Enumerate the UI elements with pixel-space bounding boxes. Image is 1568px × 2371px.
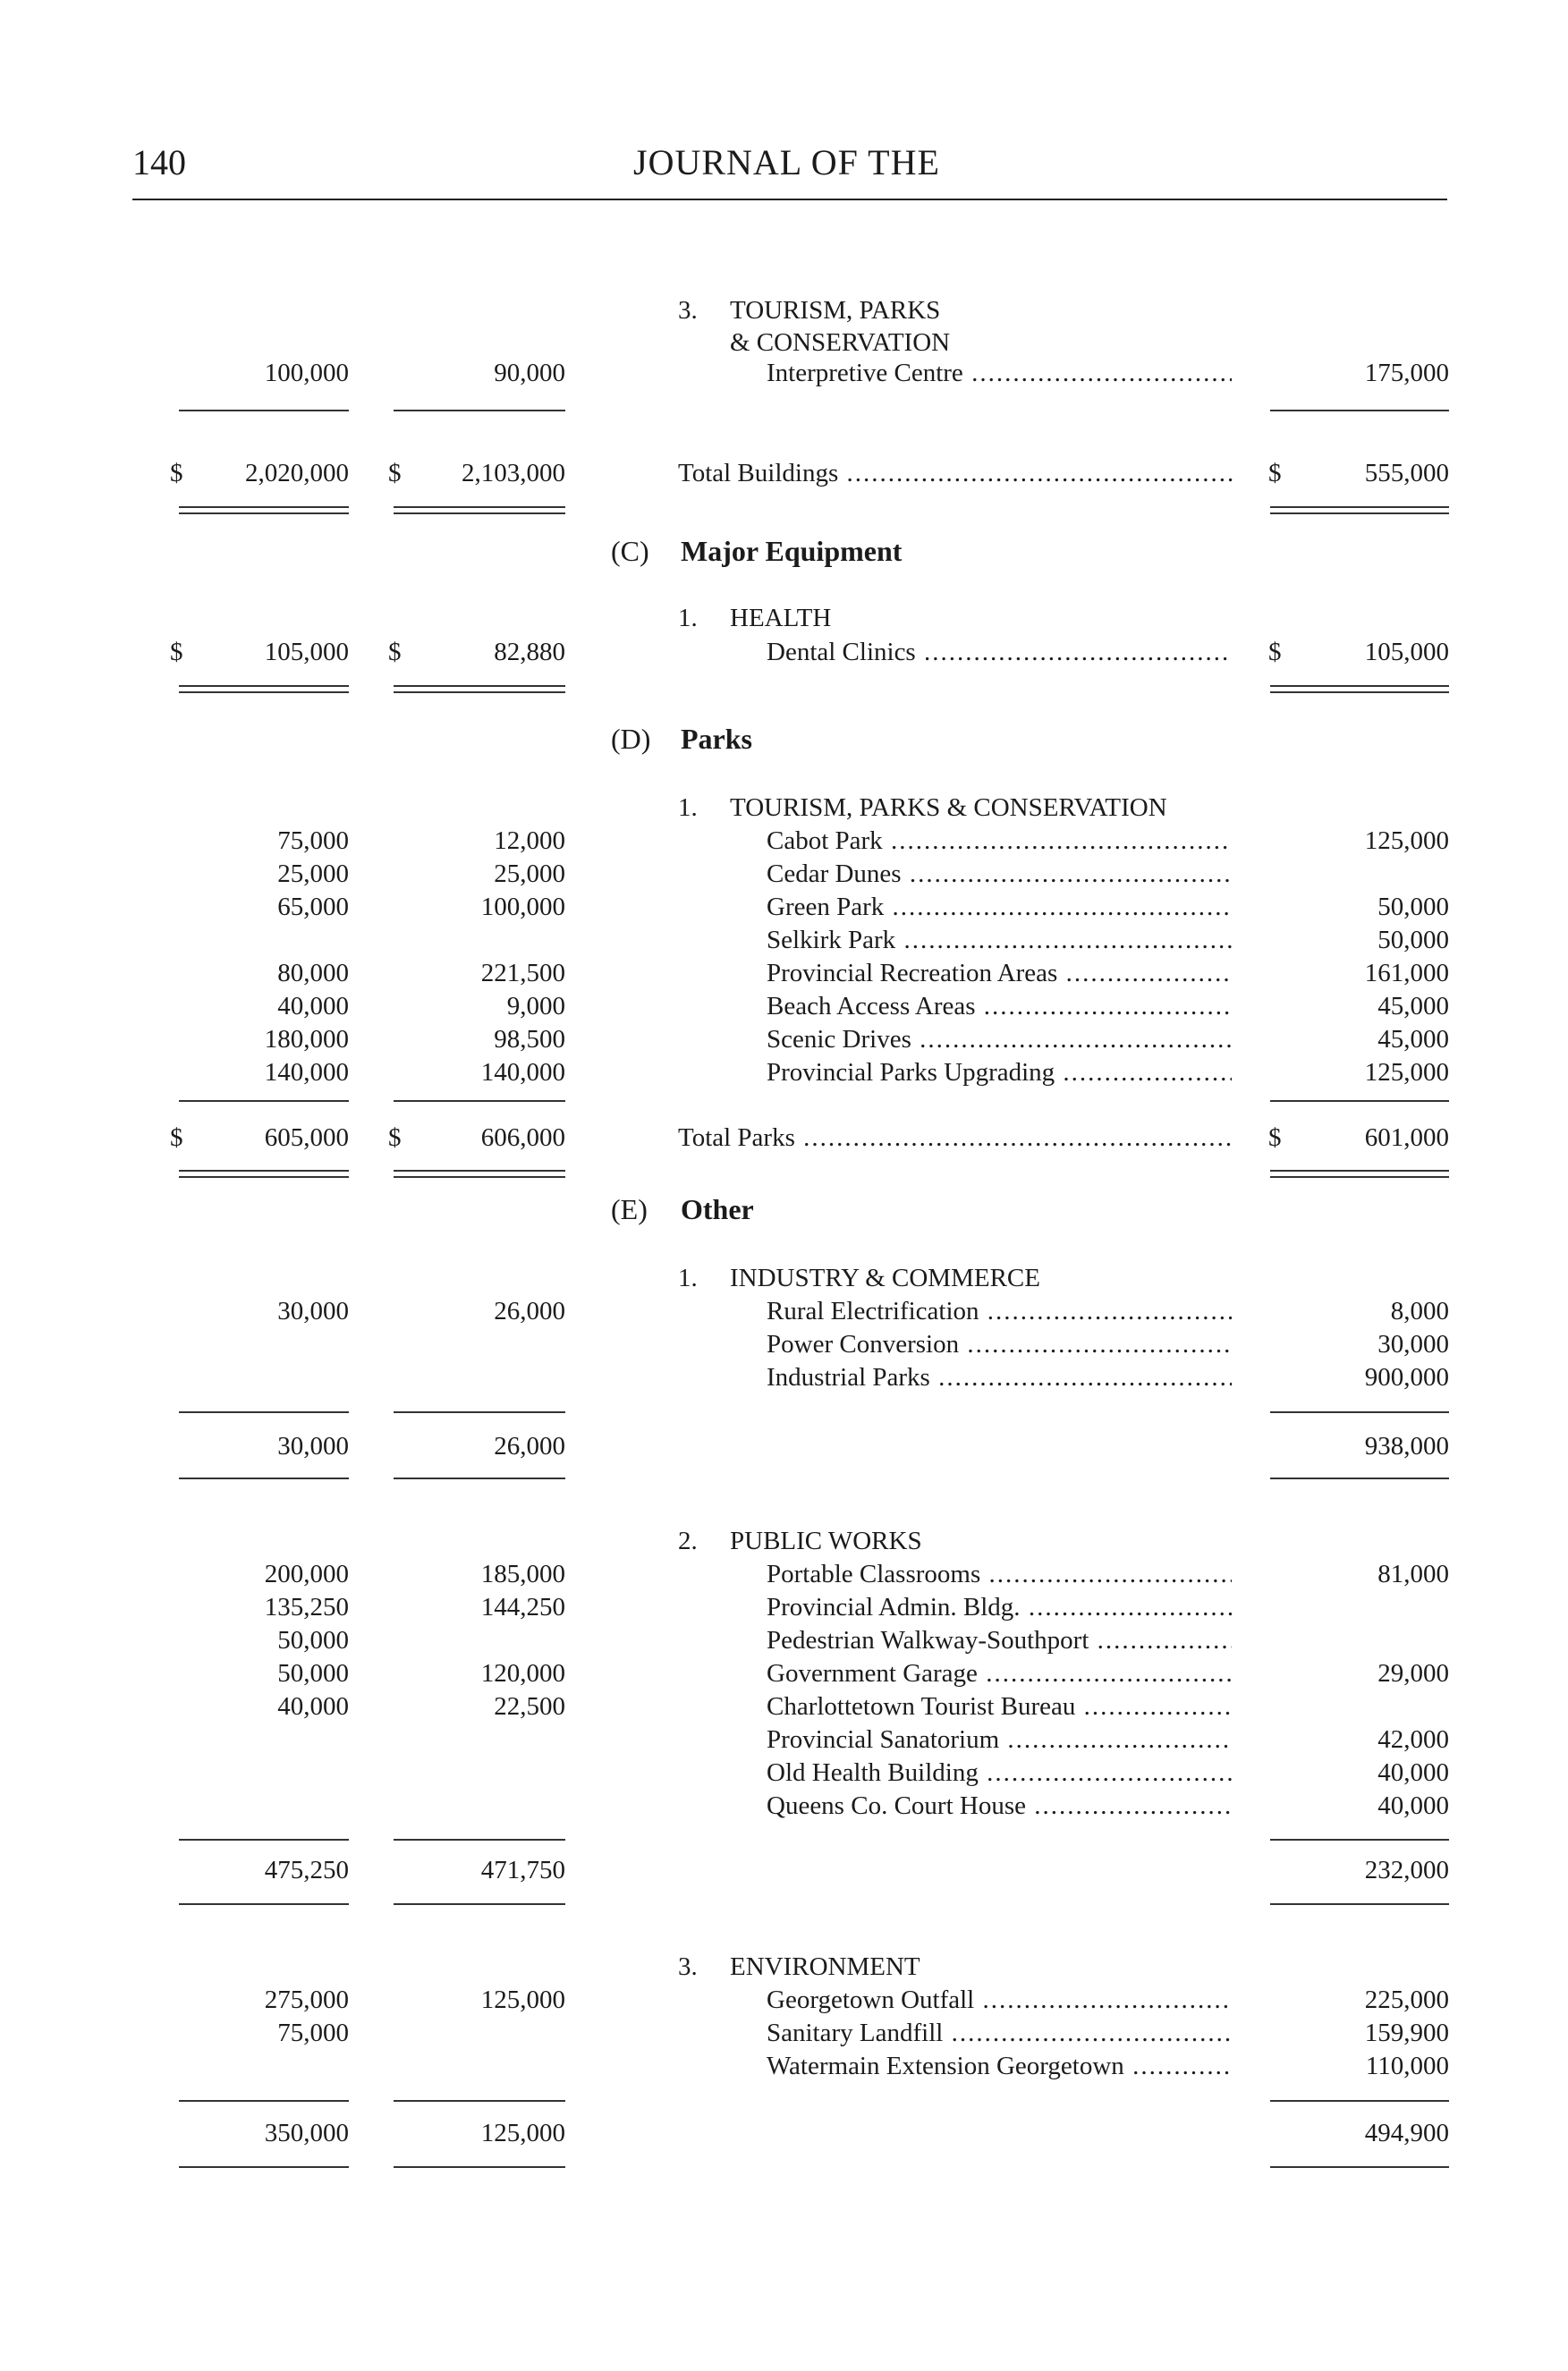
table-row (0, 1756, 1568, 1790)
col2-value: 144,250 (480, 1593, 565, 1622)
subtotal-rule (394, 1903, 565, 1905)
col1-value: 30,000 (277, 1297, 349, 1325)
section-title: Other (681, 1193, 754, 1225)
table-row (0, 2049, 1568, 2083)
section-letter: (E) (611, 1193, 648, 1225)
section-title: Parks (681, 723, 752, 755)
col3-value: 125,000 (1364, 826, 1449, 855)
table-row (0, 1055, 1568, 1089)
col3-value: 8,000 (1390, 1297, 1449, 1325)
subsection-name: TOURISM, PARKS (730, 296, 941, 325)
table-row (0, 1983, 1568, 2017)
col2-value: 120,000 (480, 1659, 565, 1688)
section-heading (611, 721, 752, 757)
item-label: Pedestrian Walkway-Southport ..... (767, 1623, 1232, 1657)
col3-value: 45,000 (1377, 1025, 1449, 1054)
subtotal-rule (179, 410, 349, 411)
subtotal-rule (394, 2166, 565, 2168)
col3-value: 29,000 (1377, 1659, 1449, 1688)
item-label: Old Health Building ..... (767, 1756, 1232, 1790)
col1-value: 105,000 (264, 638, 349, 666)
col2-value: 12,000 (494, 826, 565, 855)
col2-value: 100,000 (480, 893, 565, 921)
col2-value: 140,000 (480, 1058, 565, 1087)
col3-value: 50,000 (1377, 926, 1449, 954)
dollar-sign: $ (1268, 1123, 1282, 1152)
item-label: Provincial Admin. Bldg. ..... (767, 1590, 1232, 1624)
subsection-name: HEALTH (730, 604, 832, 632)
col1-value: 2,020,000 (245, 459, 349, 487)
table-row (0, 1789, 1568, 1823)
subsection-name-cont: & CONSERVATION (730, 328, 951, 357)
col2-value: 606,000 (480, 1123, 565, 1152)
col2-value: 22,500 (494, 1692, 565, 1721)
subtotal-rule (394, 2100, 565, 2102)
subtotal-rule (179, 2166, 349, 2168)
double-rule (1270, 1170, 1449, 1178)
item-label: Portable Classrooms ..... (767, 1557, 1232, 1591)
subtotal-rule (394, 1478, 565, 1479)
dollar-sign: $ (1268, 459, 1282, 487)
col2-value: 25,000 (494, 859, 565, 888)
col3-value: 555,000 (1364, 459, 1449, 487)
subtotal-rule (394, 1411, 565, 1413)
col3-value: 161,000 (1364, 959, 1449, 987)
table-row (0, 2016, 1568, 2050)
subtotal-rule (1270, 1411, 1449, 1413)
subsection-number: 1. (678, 1264, 698, 1292)
table-row (0, 1327, 1568, 1361)
subsection-name: PUBLIC WORKS (730, 1527, 922, 1555)
table-row (0, 1360, 1568, 1394)
subtotal-rule (179, 1478, 349, 1479)
col2-value: 9,000 (506, 992, 565, 1020)
running-title: JOURNAL OF THE (633, 142, 940, 182)
page-number: 140 (132, 142, 186, 182)
col2-value: 90,000 (494, 359, 565, 387)
item-label: Interpretive Centre ..... (767, 356, 1232, 390)
section-title: Major Equipment (681, 535, 903, 567)
subtotal-rule (1270, 1478, 1449, 1479)
double-rule (1270, 506, 1449, 514)
item-label: Georgetown Outfall ..... (767, 1983, 1232, 2017)
subtotal-row (0, 1853, 1568, 1887)
col2-value: 185,000 (480, 1560, 565, 1588)
subtotal-rule (179, 1839, 349, 1841)
table-row (0, 890, 1568, 924)
col1-value: 100,000 (264, 359, 349, 387)
dollar-sign: $ (388, 1123, 402, 1152)
table-row (0, 956, 1568, 990)
double-rule (394, 506, 565, 514)
item-label: Queens Co. Court House ..... (767, 1789, 1232, 1823)
item-label: Scenic Drives ..... (767, 1022, 1232, 1056)
dollar-sign: $ (388, 459, 402, 487)
dollar-sign: $ (170, 459, 183, 487)
table-row (0, 824, 1568, 858)
col2-value: 221,500 (480, 959, 565, 987)
col1-value: 75,000 (277, 2019, 349, 2047)
section-letter: (D) (611, 723, 651, 755)
subsection-number: 1. (678, 604, 698, 632)
subsection-name: ENVIRONMENT (730, 1952, 920, 1981)
col2-value: 98,500 (494, 1025, 565, 1054)
double-rule (179, 685, 349, 693)
col2-value: 26,000 (494, 1432, 565, 1461)
col3-value: 40,000 (1377, 1791, 1449, 1820)
col3-value: 601,000 (1364, 1123, 1449, 1152)
col3-value: 42,000 (1377, 1725, 1449, 1754)
total-label: Total Parks ..... (678, 1121, 1233, 1155)
col3-value: 105,000 (1364, 638, 1449, 666)
table-row (0, 1689, 1568, 1723)
col1-value: 350,000 (264, 2119, 349, 2147)
col2-value: 2,103,000 (462, 459, 565, 487)
subsection-heading (0, 601, 1568, 635)
item-label: Provincial Parks Upgrading ..... (767, 1055, 1232, 1089)
table-row (0, 1557, 1568, 1591)
col2-value: 26,000 (494, 1297, 565, 1325)
item-label: Green Park ..... (767, 890, 1232, 924)
item-label: Dental Clinics ..... (767, 635, 1232, 669)
subtotal-rule (179, 2100, 349, 2102)
col1-value: 80,000 (277, 959, 349, 987)
dollar-sign: $ (170, 638, 183, 666)
subtotal-rule (179, 1903, 349, 1905)
col3-value: 40,000 (1377, 1758, 1449, 1787)
subtotal-rule (1270, 1839, 1449, 1841)
col3-value: 125,000 (1364, 1058, 1449, 1087)
item-label: Power Conversion ..... (767, 1327, 1232, 1361)
col1-value: 25,000 (277, 859, 349, 888)
subsection-heading (0, 293, 1568, 327)
dollar-sign: $ (170, 1123, 183, 1152)
double-rule (394, 685, 565, 693)
item-label: Provincial Recreation Areas ..... (767, 956, 1232, 990)
table-row (0, 356, 1568, 390)
col1-value: 50,000 (277, 1659, 349, 1688)
total-row (0, 1121, 1568, 1155)
subtotal-rule (1270, 2166, 1449, 2168)
table-row (0, 1590, 1568, 1624)
col2-value: 125,000 (480, 1986, 565, 2014)
col1-value: 275,000 (264, 1986, 349, 2014)
col2-value: 125,000 (480, 2119, 565, 2147)
col1-value: 180,000 (264, 1025, 349, 1054)
col2-value: 471,750 (480, 1856, 565, 1884)
subsection-number: 3. (678, 296, 698, 325)
section-heading (611, 533, 902, 569)
subtotal-row (0, 2116, 1568, 2150)
double-rule (179, 506, 349, 514)
subtotal-row (0, 1429, 1568, 1463)
item-label: Sanitary Landfill ..... (767, 2016, 1232, 2050)
subtotal-rule (179, 1100, 349, 1102)
col1-value: 40,000 (277, 1692, 349, 1721)
item-label: Cedar Dunes ..... (767, 857, 1232, 891)
table-row (0, 635, 1568, 669)
subtotal-rule (179, 1411, 349, 1413)
item-label: Government Garage ..... (767, 1656, 1232, 1690)
col3-value: 225,000 (1364, 1986, 1449, 2014)
dollar-sign: $ (1268, 638, 1282, 666)
col1-value: 30,000 (277, 1432, 349, 1461)
col3-value: 159,900 (1364, 2019, 1449, 2047)
col1-value: 140,000 (264, 1058, 349, 1087)
item-label: Cabot Park ..... (767, 824, 1232, 858)
col3-value: 45,000 (1377, 992, 1449, 1020)
item-label: Watermain Extension Georgetown ..... (767, 2049, 1232, 2083)
table-row (0, 1723, 1568, 1757)
col1-value: 605,000 (264, 1123, 349, 1152)
item-label: Industrial Parks ..... (767, 1360, 1232, 1394)
subtotal-rule (1270, 410, 1449, 411)
table-row (0, 857, 1568, 891)
section-letter: (C) (611, 535, 649, 567)
col3-value: 494,900 (1364, 2119, 1449, 2147)
subsection-heading (0, 1950, 1568, 1984)
table-row (0, 923, 1568, 957)
col1-value: 75,000 (277, 826, 349, 855)
table-row (0, 1623, 1568, 1657)
col1-value: 200,000 (264, 1560, 349, 1588)
table-row (0, 1656, 1568, 1690)
subsection-heading (0, 791, 1568, 825)
subsection-number: 2. (678, 1527, 698, 1555)
subsection-heading (0, 1524, 1568, 1558)
total-label: Total Buildings ..... (678, 456, 1233, 490)
col3-value: 938,000 (1364, 1432, 1449, 1461)
double-rule (179, 1170, 349, 1178)
section-heading (611, 1191, 754, 1227)
subtotal-rule (1270, 2100, 1449, 2102)
col1-value: 135,250 (264, 1593, 349, 1622)
table-row (0, 1022, 1568, 1056)
subsection-heading (0, 1261, 1568, 1295)
subtotal-rule (394, 410, 565, 411)
col3-value: 50,000 (1377, 893, 1449, 921)
subtotal-rule (394, 1839, 565, 1841)
subtotal-rule (1270, 1903, 1449, 1905)
col2-value: 82,880 (494, 638, 565, 666)
item-label: Selkirk Park ..... (767, 923, 1232, 957)
subtotal-rule (394, 1100, 565, 1102)
col1-value: 50,000 (277, 1626, 349, 1655)
col1-value: 65,000 (277, 893, 349, 921)
subsection-name: INDUSTRY & COMMERCE (730, 1264, 1040, 1292)
dollar-sign: $ (388, 638, 402, 666)
item-label: Charlottetown Tourist Bureau ..... (767, 1689, 1232, 1723)
item-label: Provincial Sanatorium ..... (767, 1723, 1232, 1757)
col1-value: 40,000 (277, 992, 349, 1020)
col3-value: 81,000 (1377, 1560, 1449, 1588)
subsection-number: 3. (678, 1952, 698, 1981)
col3-value: 175,000 (1364, 359, 1449, 387)
col1-value: 475,250 (264, 1856, 349, 1884)
table-row (0, 989, 1568, 1023)
double-rule (1270, 685, 1449, 693)
subsection-heading-cont (0, 326, 1568, 360)
subtotal-rule (1270, 1100, 1449, 1102)
col3-value: 232,000 (1364, 1856, 1449, 1884)
col3-value: 30,000 (1377, 1330, 1449, 1359)
col3-value: 900,000 (1364, 1363, 1449, 1392)
subsection-number: 1. (678, 793, 698, 822)
total-row (0, 456, 1568, 490)
item-label: Beach Access Areas ..... (767, 989, 1232, 1023)
col3-value: 110,000 (1365, 2052, 1449, 2080)
subsection-name: TOURISM, PARKS & CONSERVATION (730, 793, 1167, 822)
double-rule (394, 1170, 565, 1178)
item-label: Rural Electrification ..... (767, 1294, 1232, 1328)
table-row (0, 1294, 1568, 1328)
